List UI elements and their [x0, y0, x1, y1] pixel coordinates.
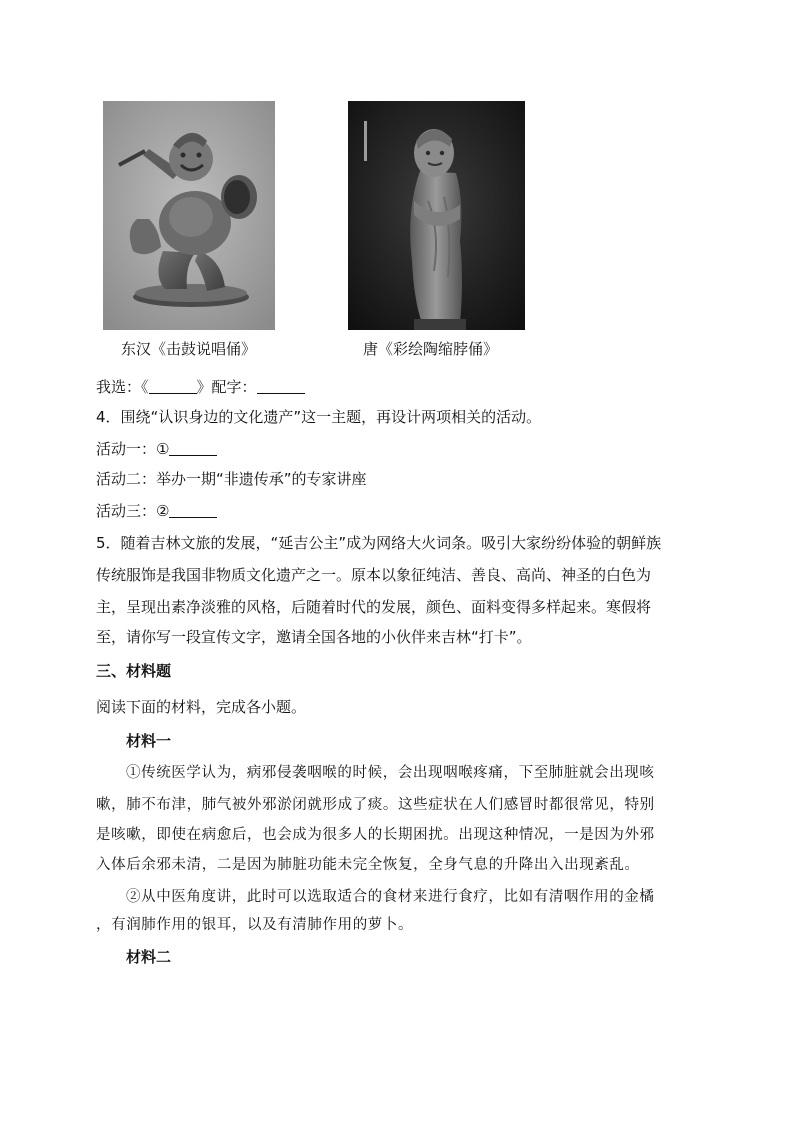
- q4-activity1-blank[interactable]: [169, 439, 217, 456]
- q3-select-suffix: 》配字：: [196, 378, 257, 396]
- material1-title: 材料一: [126, 732, 172, 750]
- section3-heading: 三、材料题: [96, 662, 172, 680]
- material1-p1-line4: 入体后余邪未清，二是因为肺脏功能未完全恢复，全身气息的升降出入出现紊乱。: [96, 857, 640, 873]
- material1-p1-line1: ①传统医学认为，病邪侵袭咽喉的时候，会出现咽喉疼痛，下至肺脏就会出现咳: [126, 765, 655, 781]
- material1-p2-line2: ，有润肺作用的银耳，以及有清肺作用的萝卜。: [96, 917, 414, 933]
- q5-line-1: 5．随着吉林文旅的发展，“延吉公主”成为网络大火词条。吸引大家纷纷体验的朝鲜族: [96, 534, 662, 552]
- q4-activity2: 活动二：举办一期“非遗传承”的专家讲座: [96, 470, 367, 488]
- q3-caption-blank[interactable]: [257, 377, 305, 394]
- section3-instruction: 阅读下面的材料，完成各小题。: [96, 698, 307, 716]
- hunched-neck-figurine-drawing: [348, 101, 525, 330]
- q4-activity3-label: 活动三：②: [96, 502, 170, 520]
- left-image-caption: 东汉《击鼓说唱俑》: [121, 340, 257, 358]
- q3-select-prefix: 我选：《: [96, 378, 149, 396]
- drum-storyteller-figurine-drawing: [103, 101, 275, 330]
- q3-answer-line: [96, 376, 305, 398]
- q4-activity3-blank[interactable]: [169, 501, 217, 518]
- q4-activity1-label: 活动一：①: [96, 440, 170, 458]
- right-image-caption: 唐《彩绘陶缩脖俑》: [363, 340, 499, 358]
- material2-title: 材料二: [126, 948, 172, 966]
- material1-p2-line1: ②从中医角度讲，此时可以选取适合的食材来进行食疗，比如有清咽作用的金橘: [126, 889, 655, 905]
- q5-line-4: 至，请你写一段宣传文字，邀请全国各地的小伙伴来吉林“打卡”。: [96, 628, 532, 646]
- q5-line-2: 传统服饰是我国非物质文化遗产之一。原本以象征纯洁、善良、高尚、神圣的白色为: [96, 566, 652, 584]
- q3-select-blank[interactable]: [149, 377, 197, 394]
- material1-p1-line3: 是咳嗽，即使在病愈后，也会成为很多人的长期困扰。出现这种情况，一是因为外邪: [96, 827, 655, 843]
- q4-activity3-line: [96, 500, 217, 522]
- hunched-neck-figurine-photo: [348, 101, 525, 330]
- material1-p1-line2: 嗽，肺不布津，肺气被外邪淤闭就形成了痰。这些症状在人们感冒时都很常见，特别: [96, 797, 655, 813]
- q4-prompt: 4．围绕“认识身边的文化遗产”这一主题，再设计两项相关的活动。: [96, 408, 542, 426]
- q4-activity1-line: [96, 438, 217, 460]
- q5-line-3: 主，呈现出素净淡雅的风格，后随着时代的发展，颜色、面料变得多样起来。寒假将: [96, 598, 652, 616]
- drum-storyteller-figurine-photo: [103, 101, 275, 330]
